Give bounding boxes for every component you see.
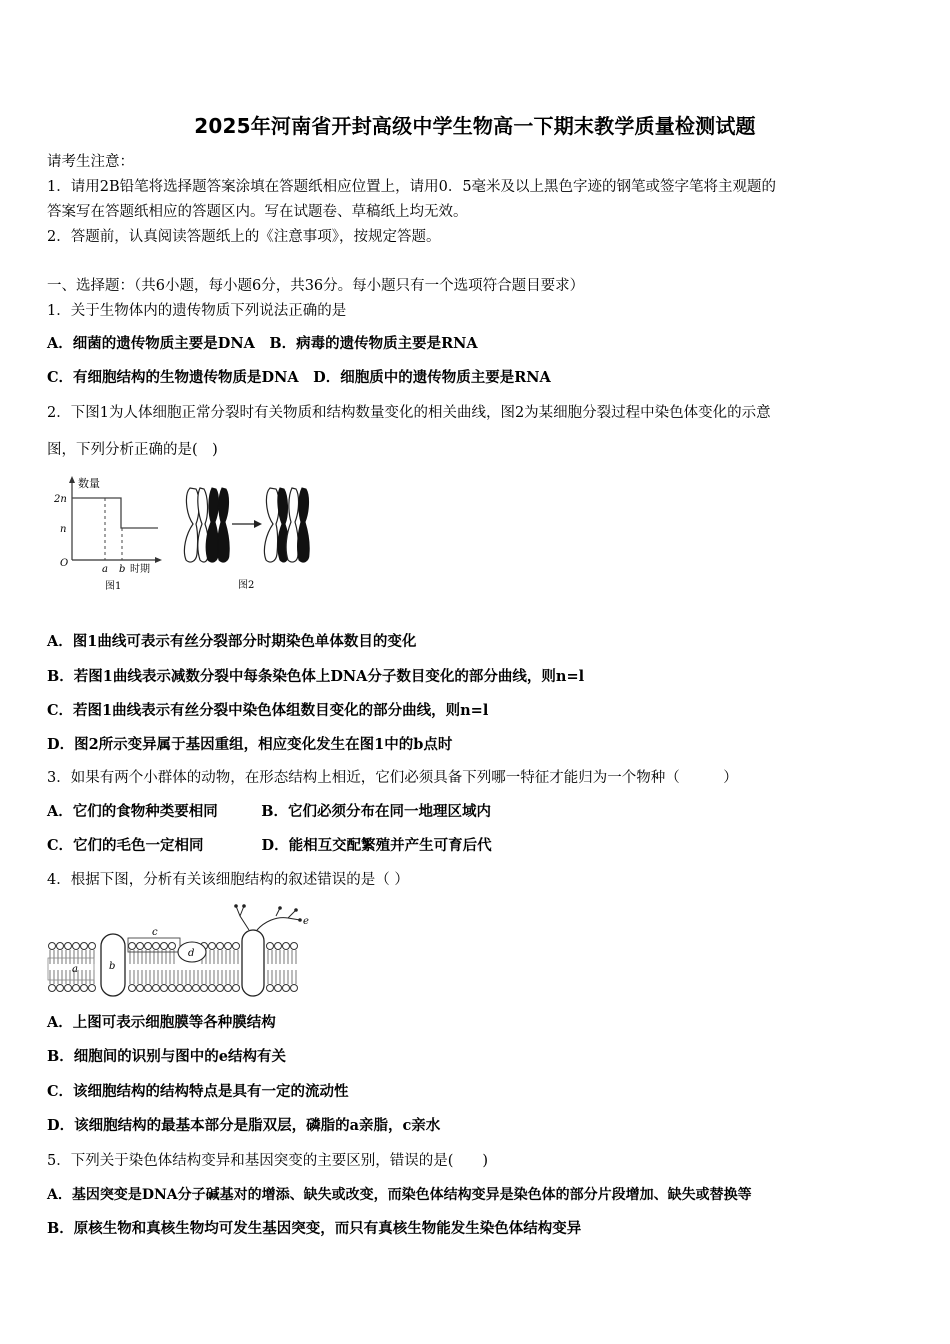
fig4-phospholipid-box — [48, 958, 94, 980]
section-heading: 一、选择题：（共6小题，每小题6分，共36分。每小题只有一个选项符合题目要求） — [47, 278, 585, 294]
q2-stem-line1: 2．下图1为人体细胞正常分裂时有关物质和结构数量变化的相关曲线，图2为某细胞分裂过程中染色体变化的示意 — [47, 405, 771, 421]
fig4-glycoprotein-e — [236, 906, 300, 930]
fig4-label-b: b — [109, 961, 116, 972]
q5-option-b: B．原核生物和真核生物均可发生基因突变，而只有真核生物能发生染色体结构变异 — [47, 1220, 582, 1237]
q3-options-row2: C．它们的毛色一定相同 D．能相互交配繁殖并产生可育后代 — [47, 837, 492, 854]
fig1-tick-b: b — [119, 564, 126, 575]
fig4-label-e: e — [303, 916, 309, 927]
fig1-xlabel: 时期 — [130, 564, 150, 575]
fig1-tick-n: n — [60, 524, 67, 535]
fig1-tick-a: a — [102, 564, 108, 575]
q4-option-b: B．细胞间的识别与图中的e结构有关 — [47, 1048, 286, 1065]
q3-stem: 3．如果有两个小群体的动物，在形态结构上相近，它们必须具备下列哪一特征才能归为一个物种（ ） — [47, 770, 738, 786]
notice-item-2: 2．答题前，认真阅读答题纸上的《注意事项》，按规定答题。 — [47, 229, 441, 245]
q2-stem-line2: 图，下列分析正确的是( ) — [47, 442, 218, 458]
fig1-y-arrow — [69, 476, 75, 483]
chromosome-pair-after — [264, 488, 309, 562]
fig1-x-arrow — [155, 557, 162, 563]
fig1-origin: O — [60, 558, 69, 569]
fig4-protein-channel — [242, 930, 264, 996]
fig4-label-d: d — [188, 948, 195, 959]
q1-options-row2: C．有细胞结构的生物遗传物质是DNA D．细胞质中的遗传物质主要是RNA — [47, 369, 551, 386]
q2-figure-2 — [178, 484, 318, 596]
notice-item-1: 1．请用2B铅笔将选择题答案涂填在答题纸相应位置上，请用0．5毫米及以上黑色字迹的钢笔或签字笔将主观题的 — [47, 179, 777, 195]
q5-stem: 5．下列关于染色体结构变异和基因突变的主要区别，错误的是( ) — [47, 1153, 489, 1169]
q5-option-a: A．基因突变是DNA分子碱基对的增添、缺失或改变，而染色体结构变异是染色体的部分片段增加、缺失或替换等 — [47, 1187, 752, 1203]
fig2-caption: 图2 — [238, 580, 255, 591]
q4-option-a: A．上图可表示细胞膜等各种膜结构 — [47, 1014, 276, 1031]
fig1-tick-2n: 2n — [54, 494, 67, 505]
page-title: 2025年河南省开封高级中学生物高一下期末教学质量检测试题 — [194, 114, 756, 138]
q2-option-c: C．若图1曲线表示有丝分裂中染色体组数目变化的部分曲线，则n=l — [47, 702, 489, 719]
fig1-caption: 图1 — [105, 581, 122, 592]
q4-option-c: C．该细胞结构的结构特点是具有一定的流动性 — [47, 1083, 349, 1100]
q1-options-row1: A．细菌的遗传物质主要是DNA B．病毒的遗传物质主要是RNA — [47, 335, 478, 352]
q4-membrane-figure — [44, 902, 314, 1002]
notice-heading: 请考生注意： — [47, 154, 134, 170]
fig2-arrow-head — [254, 520, 262, 528]
fig1-curve — [72, 498, 158, 528]
fig1-ylabel: 数量 — [78, 477, 100, 490]
q2-figure-1 — [50, 472, 170, 596]
q2-option-a: A．图1曲线可表示有丝分裂部分时期染色单体数目的变化 — [47, 633, 417, 650]
fig4-label-a: a — [72, 964, 78, 975]
notice-item-1-cont: 答案写在答题纸相应的答题区内。写在试题卷、草稿纸上均无效。 — [47, 204, 468, 220]
chromosome-pair-before — [184, 488, 229, 562]
fig4-label-c: c — [152, 927, 158, 938]
q4-stem: 4．根据下图，分析有关该细胞结构的叙述错误的是（ ） — [47, 872, 409, 888]
q2-option-b: B．若图1曲线表示减数分裂中每条染色体上DNA分子数目变化的部分曲线，则n=l — [47, 668, 585, 685]
q2-option-d: D．图2所示变异属于基因重组，相应变化发生在图1中的b点时 — [47, 736, 453, 753]
q3-options-row1: A．它们的食物种类要相同 B．它们必须分布在同一地理区域内 — [47, 803, 492, 820]
q4-option-d: D．该细胞结构的最基本部分是脂双层，磷脂的a亲脂，c亲水 — [47, 1117, 441, 1134]
q1-stem: 1．关于生物体内的遗传物质下列说法正确的是 — [47, 303, 347, 319]
